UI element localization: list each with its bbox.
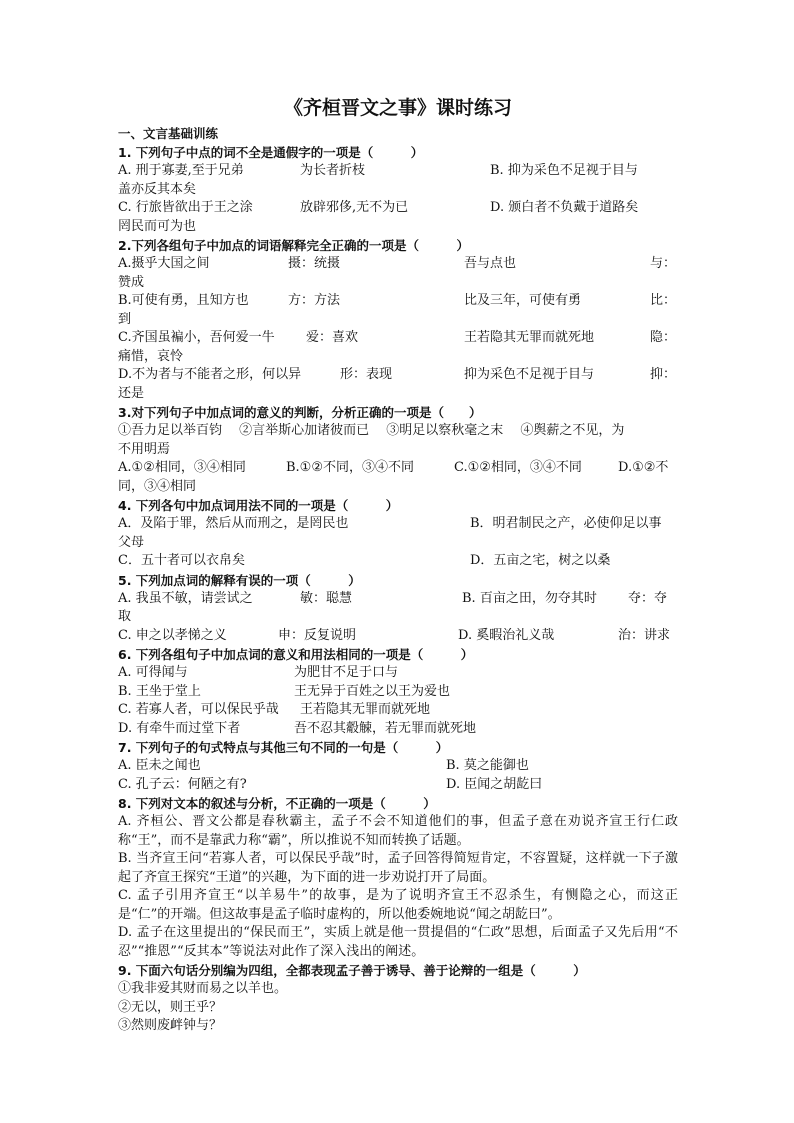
question-1-stem: 1. 下列句子中点的词不全是通假字的一项是（ ）: [118, 145, 424, 160]
option-a: A.摄乎大国之间: [118, 256, 210, 271]
question-8-option-d: D. 孟子在这里提出的“保民而王”，实质上就是他一贯提倡的“仁政”思想，后面孟子又先后用“不忍”“推恩”“反其本”等说法对此作了深入浅出的阐述。: [118, 925, 678, 959]
question-9-item-2: ②无以，则王乎？: [118, 999, 223, 1015]
question-2-option-d: [118, 366, 678, 385]
question-1-options-cd: [118, 199, 678, 218]
question-5-options-cd: [118, 627, 678, 646]
option-d-second: 抑为采色不足视于目与: [464, 367, 595, 382]
option-b-second: 比及三年，可使有勇: [464, 293, 582, 308]
option-a-pair: 为肥甘不足于口与: [294, 665, 399, 680]
question-2-option-c: [118, 329, 678, 348]
question-7-stem: 7. 下列句子的句式特点与其他三句不同的一句是（ ）: [118, 740, 449, 755]
option-c: C. 孔子云：何陋之有?: [118, 776, 247, 792]
option-c-second: 王若隐其无罪而就死地: [464, 330, 595, 345]
question-7-options-ab: [118, 757, 678, 776]
option-d-second-gloss: 抑：: [650, 367, 677, 382]
option-c: C．五十者可以衣帛矣: [118, 553, 245, 568]
question-2-stem: 2.下列各组句子中加点的词语解释完全正确的一项是（ ）: [118, 238, 469, 253]
option-b-gloss: 夺：夺: [628, 590, 668, 606]
option-d: D.①②不: [618, 460, 669, 475]
question-8-stem: 8. 下列对文本的叙述与分析，不正确的一项是（ ）: [118, 796, 436, 811]
question-2-option-b-cont: 到: [118, 311, 132, 327]
option-b-pair: 王无异于百姓之以王为爱也: [294, 683, 451, 699]
question-6-option-d: [118, 720, 678, 739]
option-d-pair: 吾不忍其觳觫，若无罪而就死地: [294, 720, 477, 736]
option-a: A. 我虽不敏，请尝试之: [118, 590, 253, 606]
option-c-pair: 王若隐其无罪而就死地: [300, 702, 431, 717]
question-9-stem: 9. 下面六句话分别编为四组，全都表现孟子善于诱导、善于论辩的一组是（ ）: [118, 963, 586, 978]
question-2-option-c-cont: 痛惜，哀怜: [118, 348, 184, 364]
question-6-option-a: [118, 664, 678, 683]
option-b-second-gloss: 比：: [650, 293, 677, 308]
question-9-item-3: ③然则废衅钟与？: [118, 1018, 223, 1033]
option-a-second-gloss: 与：: [650, 256, 677, 271]
question-3-option-d-cont: 同，③④相同: [118, 478, 197, 494]
option-c-gloss: 爱：喜欢: [306, 330, 359, 345]
option-d-gloss: 形：表现: [340, 367, 393, 382]
option-d: D. 奚暇治礼义哉: [458, 627, 555, 643]
option-c-second-gloss: 隐：: [650, 330, 677, 345]
option-a-gloss: 摄：统摄: [288, 256, 341, 271]
option-a: A．及陷于罪，然后从而刑之，是罔民也: [118, 516, 349, 531]
option-d: D.不为者与不能者之形，何以异: [118, 367, 302, 382]
option-c: C. 若寡人者，可以保民乎哉: [118, 702, 279, 717]
question-9-item-1: ①我非爱其财而易之以羊也。: [118, 981, 288, 996]
option-a: A. 臣未之闻也: [118, 758, 201, 773]
option-a: A. 可得闻与: [118, 665, 188, 680]
option-b: B. 王坐于堂上: [118, 683, 201, 699]
question-1-option-d-cont: 罔民而可为也: [118, 218, 197, 234]
option-b: B．明君制民之产，必使仰足以事: [470, 516, 662, 531]
section-heading: 一、文言基础训练: [118, 126, 219, 141]
option-b: B. 百亩之田，勿夺其时: [462, 590, 597, 606]
question-8-option-b: B. 当齐宣王问“若寡人者，可以保民乎哉”时，孟子回答得简短肯定，不容置疑，这样就一下子激起了齐宣王探究“王道”的兴趣，为下面的进一步劝说打开了局面。: [118, 851, 678, 885]
option-c: C.①②相同，③④不同: [454, 460, 582, 475]
option-a-pair: 为长者折枝: [300, 163, 366, 178]
question-8-option-c: C. 孟子引用齐宣王“以羊易牛”的故事，是为了说明齐宣王不忍杀生，有恻隐之心，而这正是“仁”的开端。但这故事是孟子临时虚构的，所以他委婉地说“闻之胡龁曰”。: [118, 888, 678, 922]
worksheet-page: [118, 96, 678, 1036]
question-2-option-d-cont: 还是: [118, 385, 145, 401]
option-a-gloss: 敏：聪慧: [300, 590, 353, 606]
question-8-option-a: A. 齐桓公、晋文公都是春秋霸主，孟子不会不知道他们的事，但孟子意在劝说齐宣王行仁政称“王”，而不是靠武力称“霸”，所以推说不知而转换了话题。: [118, 814, 678, 848]
option-c-pair: 放辟邪侈,无不为已: [300, 200, 409, 215]
question-2-option-a: [118, 255, 678, 274]
question-5-option-b-cont: 取: [118, 609, 132, 624]
option-b: B.可使有勇，且知方也: [118, 293, 249, 308]
option-d-gloss: 治：讲求: [618, 627, 671, 643]
question-3-sentences-cont: 不用明焉: [118, 441, 171, 457]
option-c: C. 申之以孝悌之义: [118, 627, 227, 643]
question-4-options-ab: [118, 515, 678, 534]
question-6-option-c: [118, 701, 678, 720]
option-c: C.齐国虽褊小，吾何爱一牛: [118, 330, 275, 345]
question-7-options-cd: [118, 776, 678, 795]
option-b: B. 莫之能御也: [446, 758, 529, 773]
question-2-option-b: [118, 292, 678, 311]
option-c: C. 行旅皆欲出于王之涂: [118, 200, 253, 215]
option-b: B.①②不同，③④不同: [286, 460, 414, 475]
question-5-options-ab: [118, 590, 678, 609]
option-d: D. 颁白者不负戴于道路矣: [490, 200, 639, 215]
question-1-options-ab: [118, 162, 678, 181]
question-6-option-b: [118, 683, 678, 702]
question-3-options: [118, 459, 678, 478]
option-a: A.①②相同，③④相同: [118, 460, 246, 475]
option-a-second: 吾与点也: [464, 256, 517, 271]
option-a: A. 刑于寡妻,至于兄弟: [118, 163, 244, 178]
option-c-gloss: 申：反复说明: [278, 627, 357, 643]
question-5-stem: 5. 下列加点词的解释有误的一项（ ）: [118, 572, 361, 588]
question-4-options-cd: [118, 552, 678, 571]
question-1-option-b-cont: 盖亦反其本矣: [118, 181, 197, 197]
option-d: D．五亩之宅，树之以桑: [470, 553, 611, 568]
question-3-stem: 3.对下列句子中加点词的意义的判断，分析正确的一项是（ ）: [118, 405, 482, 420]
question-6-stem: 6. 下列各组句子中加点词的意义和用法相同的一项是（ ）: [118, 647, 474, 662]
option-b-gloss: 方：方法: [288, 293, 341, 308]
question-4-stem: 4. 下列各句中加点词用法不同的一项是（ ）: [118, 498, 399, 513]
option-b: B. 抑为采色不足视于目与: [490, 163, 638, 178]
question-3-sentences: ①吾力足以举百钧 ②言举斯心加诸彼而已 ③明足以察秋毫之末 ④舆薪之不见，为: [118, 423, 625, 438]
page-title: 《齐桓晋文之事》课时练习: [283, 97, 512, 119]
option-d: D. 有牵牛而过堂下者: [118, 720, 241, 736]
option-d: D. 臣闻之胡龁曰: [446, 776, 543, 792]
question-2-option-a-cont: 赞成: [118, 274, 145, 290]
question-4-option-b-cont: 父母: [118, 534, 145, 550]
